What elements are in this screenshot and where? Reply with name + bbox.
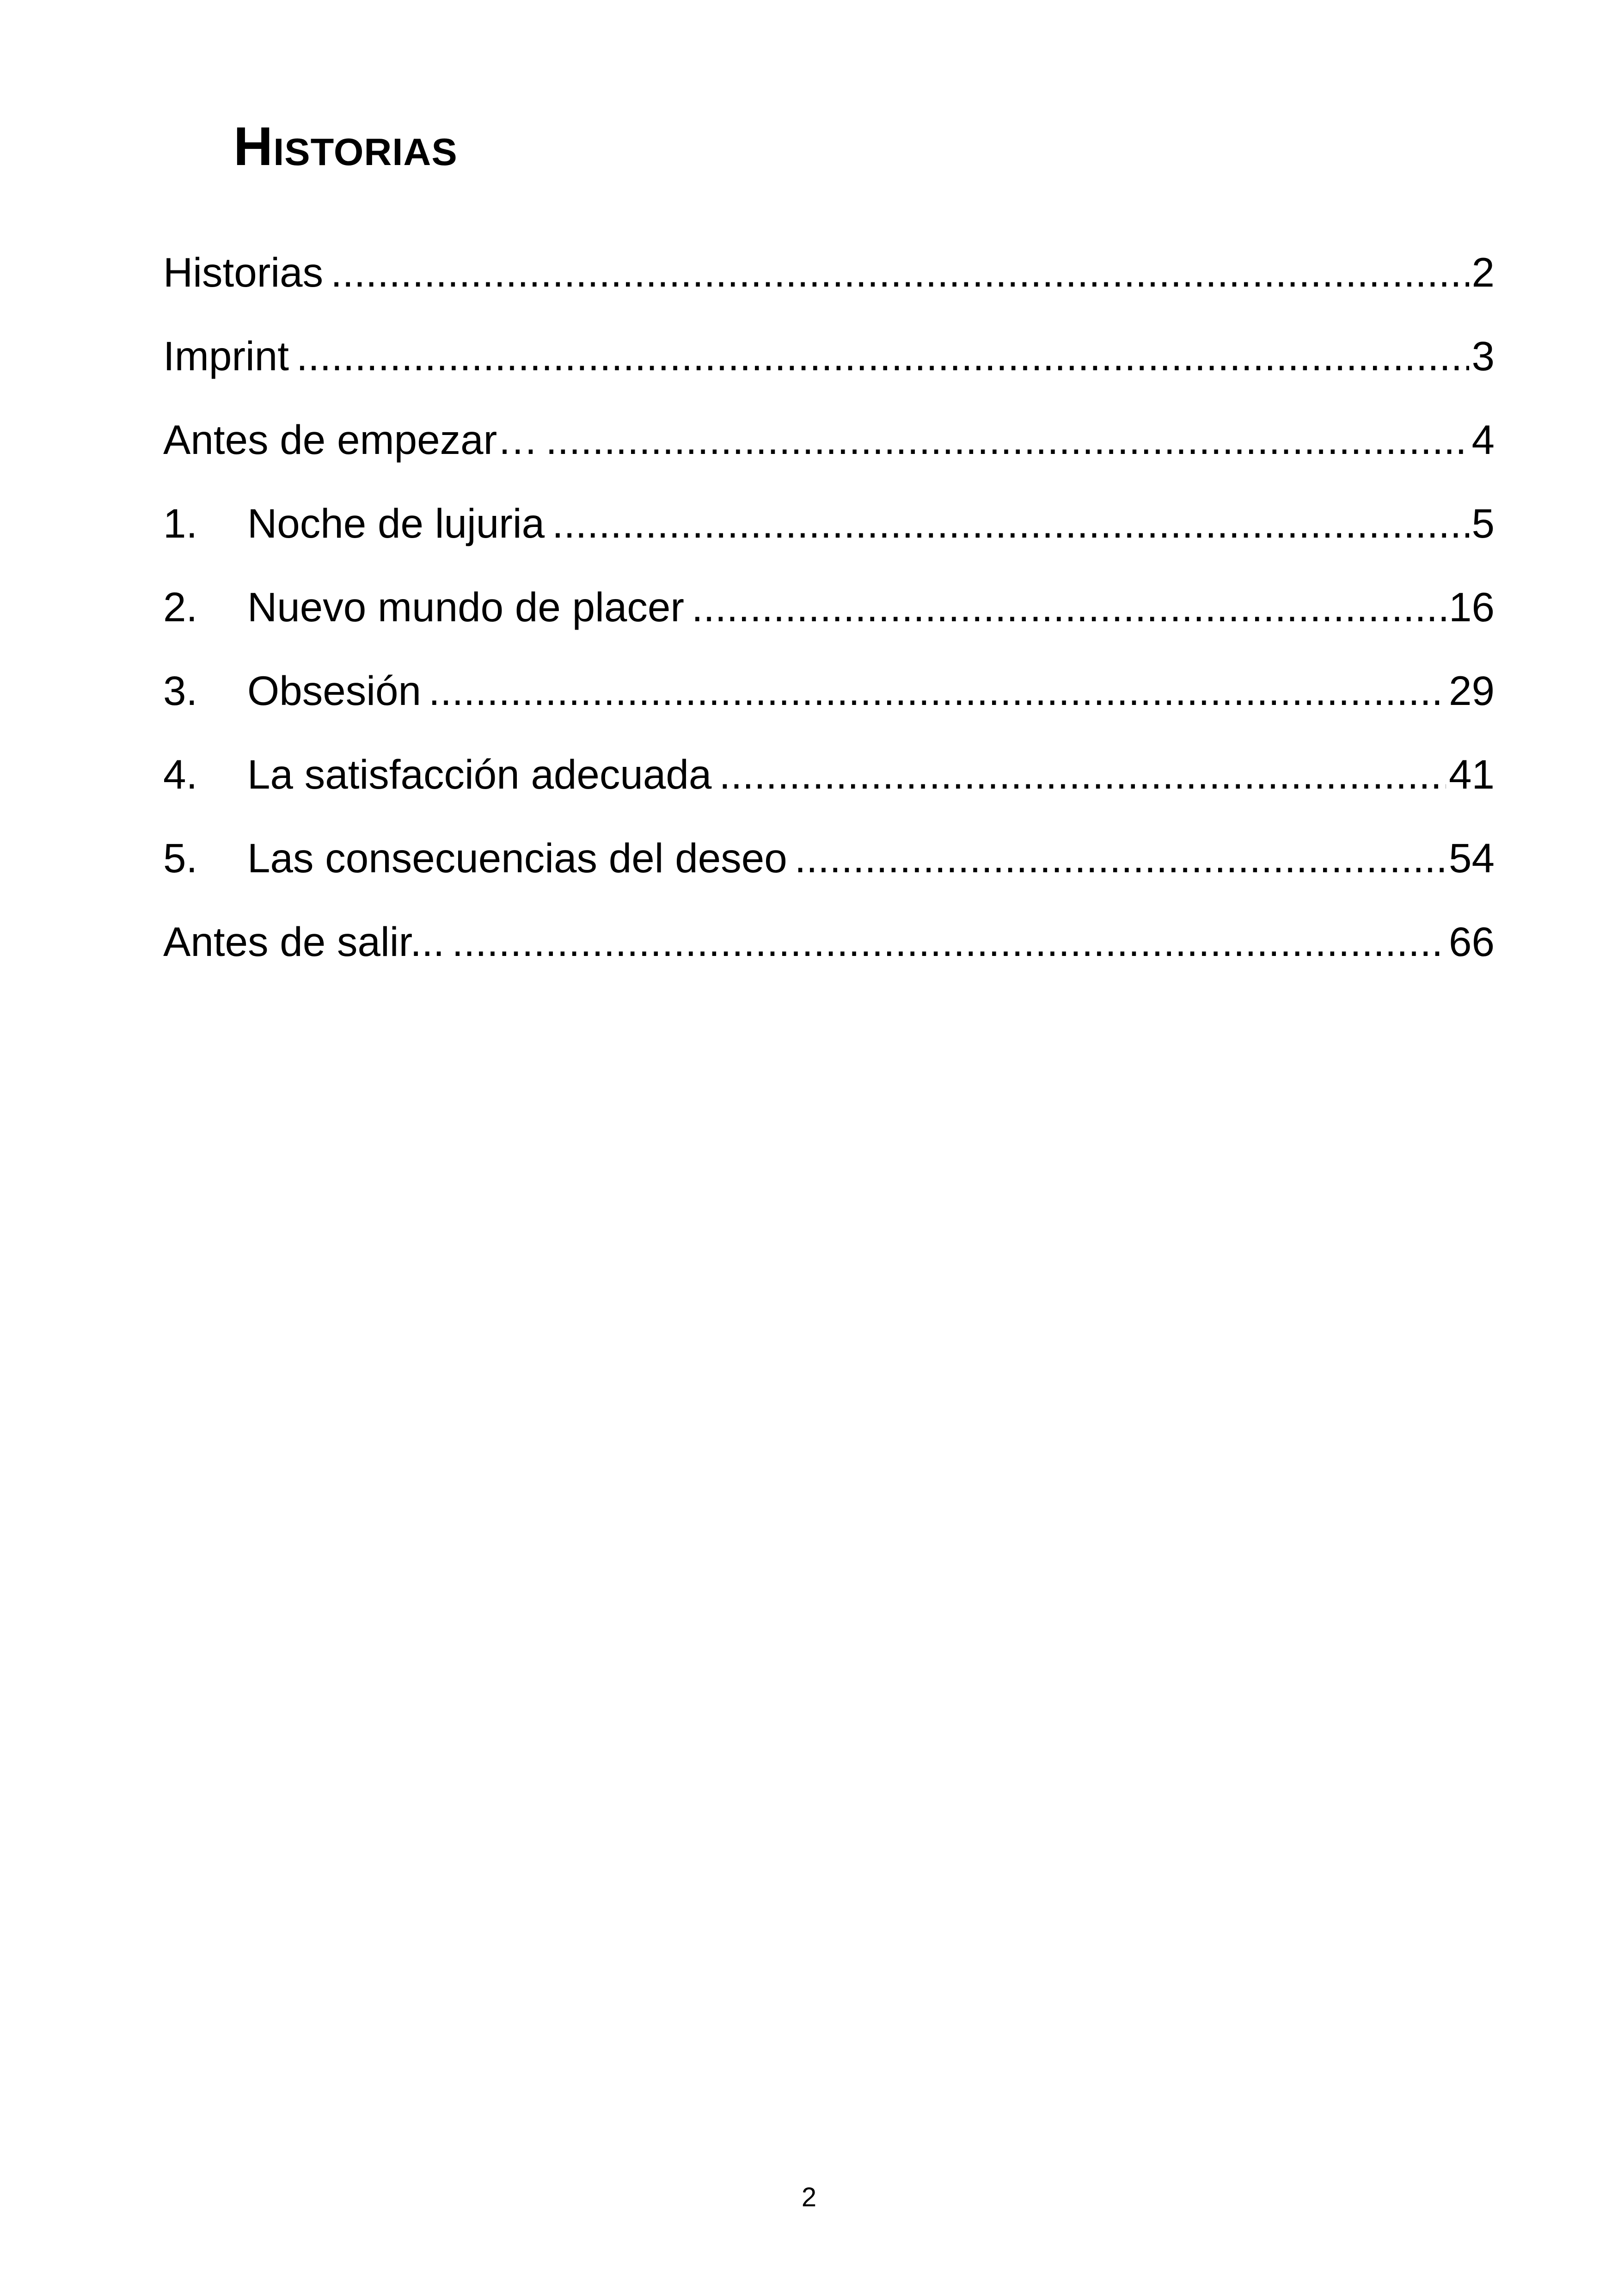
toc-entry-chapter-4[interactable] [163, 751, 1495, 838]
toc-entry-historias[interactable] [163, 249, 1495, 336]
toc-entry-page: 54 [1449, 835, 1495, 881]
toc-entry-title: La satisfacción adecuada [247, 751, 712, 797]
page-title: Historias [233, 116, 458, 177]
toc-dot-leader [692, 587, 1446, 628]
toc-entry-page: 2 [1471, 249, 1495, 295]
toc-entry-number: 5. [163, 835, 198, 881]
toc-entry-title: Obsesión [247, 667, 421, 714]
toc-entry-title: Imprint [163, 333, 289, 379]
toc-entry-page: 16 [1449, 584, 1495, 630]
toc-entry-title: Historias [163, 249, 324, 295]
toc-entry-antes-de-salir[interactable] [163, 918, 1495, 1005]
toc-entry-title: Antes de empezar… [163, 416, 539, 463]
toc-dot-leader [795, 838, 1446, 879]
toc-entry-title: Las consecuencias del deseo [247, 835, 787, 881]
toc-entry-page: 4 [1471, 416, 1495, 463]
toc-dot-leader [552, 503, 1469, 544]
toc-entry-title: Noche de lujuria [247, 500, 545, 546]
toc-dot-leader [429, 670, 1446, 711]
toc-entry-chapter-5[interactable] [163, 835, 1495, 921]
toc-dot-leader [719, 754, 1446, 795]
toc-entry-page: 29 [1449, 667, 1495, 714]
toc-entry-page: 66 [1449, 918, 1495, 965]
table-of-contents [163, 249, 1495, 1005]
toc-entry-chapter-3[interactable] [163, 667, 1495, 754]
toc-entry-number: 2. [163, 584, 198, 630]
page-number: 2 [801, 2182, 817, 2212]
toc-entry-page: 5 [1471, 500, 1495, 546]
toc-entry-chapter-1[interactable] [163, 500, 1495, 587]
toc-entry-title: Nuevo mundo de placer [247, 584, 684, 630]
toc-dot-leader [452, 921, 1446, 962]
toc-dot-leader [545, 419, 1469, 460]
toc-entry-number: 1. [163, 500, 198, 546]
toc-entry-number: 3. [163, 667, 198, 714]
toc-dot-leader [296, 336, 1469, 377]
toc-entry-chapter-2[interactable] [163, 584, 1495, 670]
toc-dot-leader [331, 252, 1469, 293]
toc-entry-page: 41 [1449, 751, 1495, 797]
toc-entry-number: 4. [163, 751, 198, 797]
toc-entry-title: Antes de salir... [163, 918, 445, 965]
toc-entry-imprint[interactable] [163, 333, 1495, 419]
toc-entry-antes-de-empezar[interactable] [163, 416, 1495, 503]
toc-entry-page: 3 [1471, 333, 1495, 379]
